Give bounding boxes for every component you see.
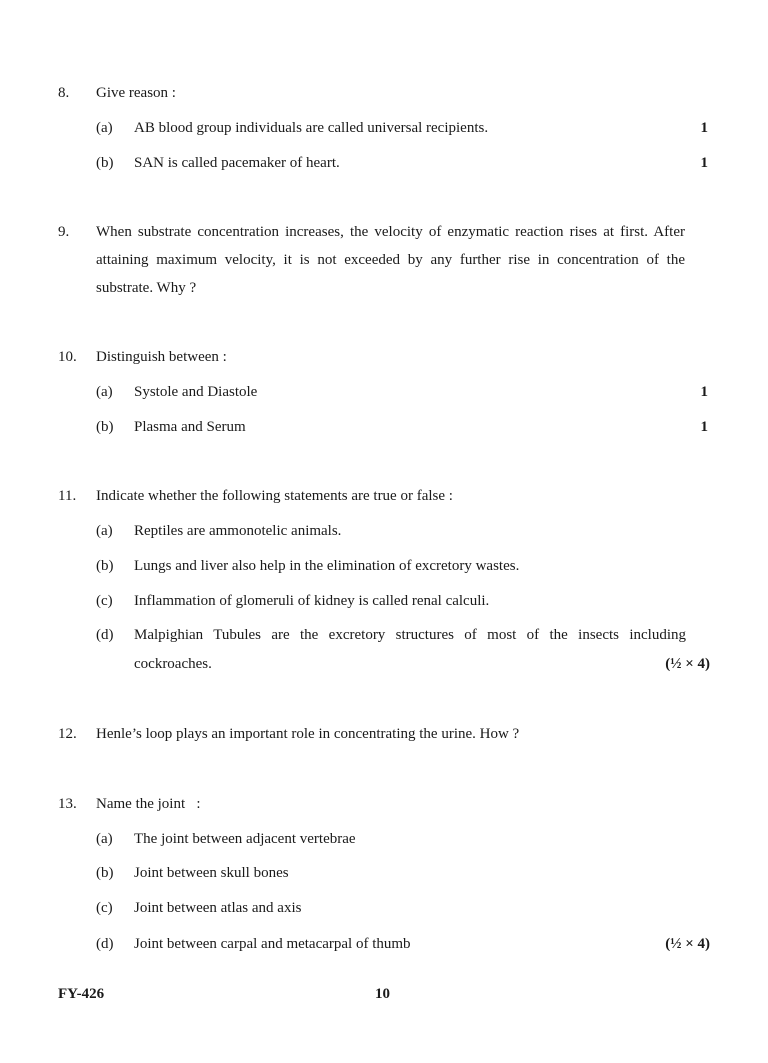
item-text: Inflammation of glomeruli of kidney is called renal calculi. (134, 593, 490, 609)
question-11-item-a (0, 521, 768, 541)
question-prompt: Give reason : (96, 85, 176, 101)
item-text: Joint between atlas and axis (134, 900, 302, 916)
item-label: (b) (96, 558, 114, 574)
item-text: Lungs and liver also help in the elimination of excretory wastes. (134, 558, 520, 574)
question-text: Henle’s loop plays an important role in concentrating the urine. How ? (96, 726, 520, 742)
item-text: AB blood group individuals are called universal recipients. (134, 120, 489, 136)
question-number: 10. (58, 349, 77, 365)
item-mark: 1 (700, 155, 708, 171)
page-number: 10 (375, 986, 390, 1002)
question-prompt: Name the joint : (96, 796, 201, 812)
item-text: Joint between carpal and metacarpal of thumb (134, 936, 411, 952)
question-13-item-a (0, 829, 768, 849)
item-text: The joint between adjacent vertebrae (134, 831, 356, 847)
question-13-item-b (0, 863, 768, 883)
item-label: (b) (96, 865, 114, 881)
question-number: 9. (58, 224, 70, 240)
item-label: (d) (96, 936, 114, 952)
item-text: Joint between skull bones (134, 865, 289, 881)
question-10-item-a (0, 382, 768, 402)
question-8-item-a (0, 118, 768, 138)
item-label: (a) (96, 384, 113, 400)
question-13-item-d (0, 934, 768, 954)
question-11-item-b (0, 556, 768, 576)
item-text: Malpighian Tubules are the excretory structures of most of the insects including cockroaches. (134, 627, 686, 672)
item-label: (b) (96, 155, 114, 171)
question-mark: (½ × 4) (665, 656, 710, 672)
item-label: (a) (96, 120, 113, 136)
item-label: (a) (96, 523, 113, 539)
item-text: Plasma and Serum (134, 419, 246, 435)
question-13-item-c (0, 898, 768, 918)
item-label: (c) (96, 900, 113, 916)
item-text: Reptiles are ammonotelic animals. (134, 523, 342, 539)
item-label: (b) (96, 419, 114, 435)
question-prompt: Indicate whether the following statements are true or false : (96, 488, 453, 504)
question-mark: (½ × 4) (665, 936, 710, 952)
item-label: (c) (96, 593, 113, 609)
question-10-item-b (0, 417, 768, 437)
item-mark: 1 (700, 419, 708, 435)
item-label: (a) (96, 831, 113, 847)
paper-code: FY-426 (58, 986, 105, 1002)
question-text: When substrate concentration increases, the velocity of enzymatic reaction rises at first. After attaining maximum velocity, it is not exceeded by any further rise in concentration of the substrate. Why ? (96, 224, 685, 296)
question-number: 12. (58, 726, 77, 742)
question-prompt: Distinguish between : (96, 349, 227, 365)
question-number: 11. (58, 488, 77, 504)
item-label: (d) (96, 627, 114, 643)
question-11-item-c (0, 591, 768, 611)
question-number: 8. (58, 85, 70, 101)
item-mark: 1 (700, 120, 708, 136)
item-text: Systole and Diastole (134, 384, 258, 400)
item-mark: 1 (700, 384, 708, 400)
question-number: 13. (58, 796, 77, 812)
question-11-marks (0, 654, 768, 674)
question-8-item-b (0, 153, 768, 173)
item-text: SAN is called pacemaker of heart. (134, 155, 340, 171)
